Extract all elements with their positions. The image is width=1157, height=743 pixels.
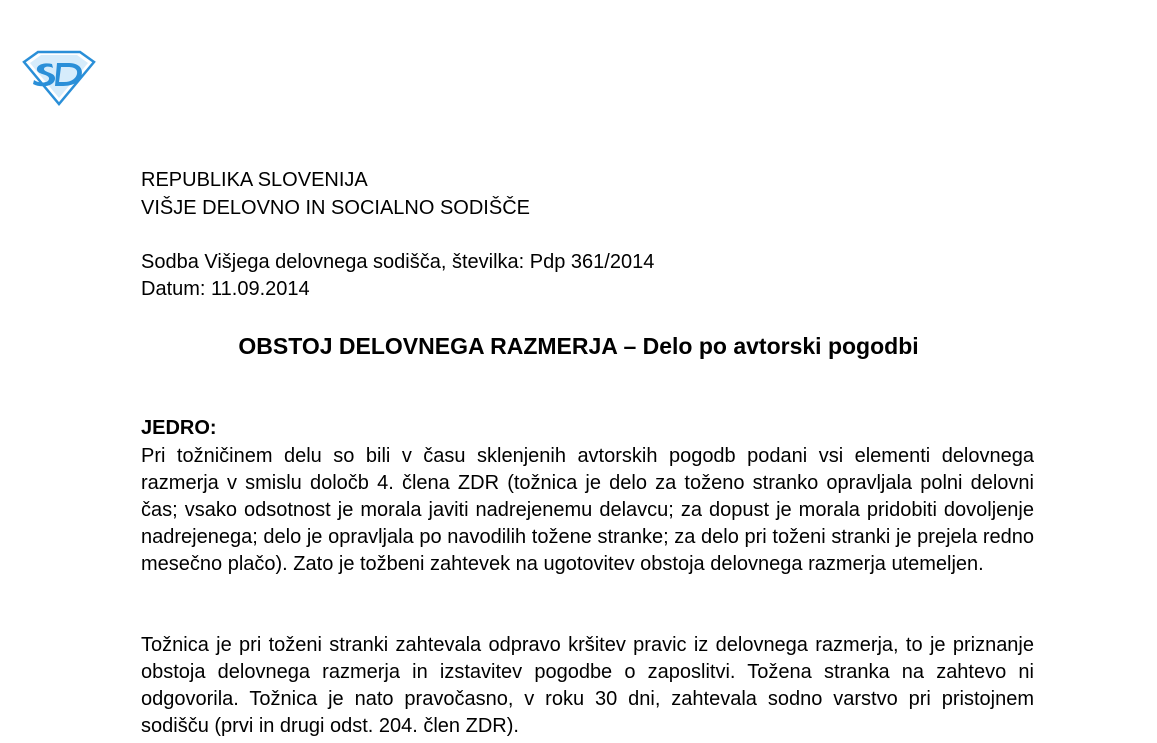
jedro-paragraph: Pri tožničinem delu so bili v času sklenjenih avtorskih pogodb podani vsi elementi delovnega razmerja v smislu določb 4. člena ZDR (tožnica je delo za toženo stranko opravljala polni delovni čas; vsako odsotnost je morala javiti nadrejenemu delavcu; za dopust je morala pridobiti dovoljenje nadrejenega; delo je opravljala po navodilih tožene stranke; za delo pri toženi stranki je prejela redno mesečno plačo). Zato je tožbeni zahtevek na ugotovitev obstoja delovnega razmerja utemeljen. xyxy=(141,445,1034,575)
jedro-heading: JEDRO: xyxy=(141,417,217,439)
body-paragraph: Tožnica je pri toženi stranki zahtevala odpravo kršitev pravic iz delovnega razmerja, to je priznanje obstoja delovnega razmerja in izstavitev pogodbe o zaposlitvi. Tožena stranka na zahtevo ni odgovorila. Tožnica je nato pravočasno, v roku 30 dni, zahtevala sodno varstvo pri pristojnem sodišču (prvi in drugi odst. 204. člen ZDR). xyxy=(141,634,1034,737)
case-date-line: Datum: 11.09.2014 xyxy=(141,278,310,300)
case-number-line: Sodba Višjega delovnega sodišča, številka: Pdp 361/2014 xyxy=(141,251,655,273)
court-logo-icon xyxy=(22,50,96,106)
country-heading: REPUBLIKA SLOVENIJA xyxy=(141,169,368,191)
court-heading: VIŠJE DELOVNO IN SOCIALNO SODIŠČE xyxy=(141,197,530,219)
document-title: OBSTOJ DELOVNEGA RAZMERJA – Delo po avtorski pogodbi xyxy=(238,333,919,359)
